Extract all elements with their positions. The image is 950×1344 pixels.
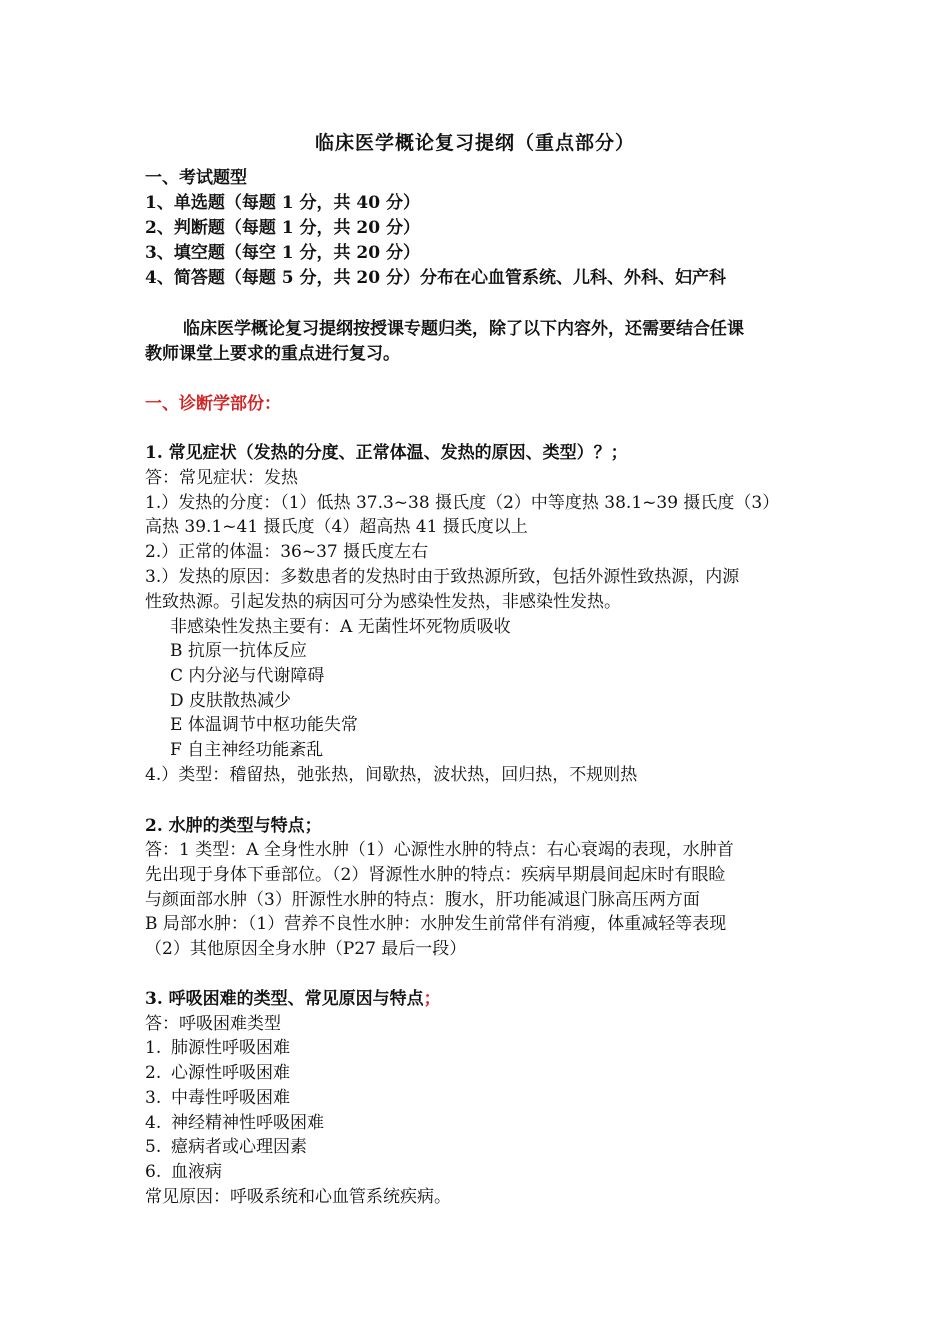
question-3-title — [145, 988, 441, 1010]
list-item — [145, 1062, 290, 1084]
fever-types-line: 4.）类型：稽留热，弛张热，间歇热，波状热，回归热，不规则热 — [145, 765, 638, 785]
answer-line: 3.）发热的原因：多数患者的发热时由于致热源所致，包括外源性致热源，内源 — [145, 567, 740, 587]
exam-heading: 一、考试题型 — [145, 168, 247, 188]
list-text: 血液病 — [171, 1162, 222, 1182]
noninfect-line: B 抗原一抗体反应 — [170, 641, 307, 661]
list-number: 1. — [145, 1038, 162, 1058]
list-number: 3. — [145, 1088, 162, 1108]
section-heading-diagnostics: 一、诊断学部份： — [145, 394, 281, 414]
noninfect-line: C 内分泌与代谢障碍 — [170, 666, 325, 686]
answer-line: （2）其他原因全身水肿（P27 最后一段） — [145, 939, 467, 959]
exam-item: 1、单选题（每题 1 分，共 40 分） — [145, 193, 420, 213]
list-text: 癔病者或心理因素 — [171, 1137, 307, 1157]
answer-line: 1.）发热的分度：（1）低热 37.3~38 摄氏度（2）中等度热 38.1~39 摄氏度（3） — [145, 493, 780, 513]
question-2-title: 2. 水肿的类型与特点； — [145, 816, 322, 836]
exam-item: 3、填空题（每空 1 分，共 20 分） — [145, 243, 420, 263]
document-title: 临床医学概论复习提纲（重点部分） — [314, 132, 635, 154]
intro-line: 教师课堂上要求的重点进行复习。 — [145, 344, 400, 364]
list-number: 2. — [145, 1063, 162, 1083]
list-item — [145, 1136, 307, 1158]
list-number: 5. — [145, 1137, 162, 1157]
answer-line: 性致热源。引起发热的病因可分为感染性发热，非感染性发热。 — [145, 592, 621, 612]
noninfect-line: 非感染性发热主要有：A 无菌性坏死物质吸收 — [170, 617, 511, 637]
list-number: 6. — [145, 1162, 162, 1182]
noninfect-line: D 皮肤散热减少 — [170, 691, 292, 711]
list-text: 肺源性呼吸困难 — [171, 1038, 290, 1058]
intro-line: 临床医学概论复习提纲按授课专题归类，除了以下内容外，还需要结合任课 — [183, 319, 744, 339]
question-3-title-text: 3. 呼吸困难的类型、常见原因与特点 — [145, 989, 424, 1009]
answer-line: 答：常见症状：发热 — [145, 468, 298, 488]
answer-line: 答：呼吸困难类型 — [145, 1014, 281, 1034]
list-number: 4. — [145, 1113, 162, 1133]
answer-line: 答：1 类型：A 全身性水肿（1）心源性水肿的特点：右心衰竭的表现，水肿首 — [145, 840, 734, 860]
answer-line: 高热 39.1~41 摄氏度（4）超高热 41 摄氏度以上 — [145, 517, 528, 537]
list-item — [145, 1161, 222, 1183]
list-item — [145, 1087, 290, 1109]
noninfect-line: F 自主神经功能紊乱 — [170, 740, 324, 760]
list-text: 中毒性呼吸困难 — [171, 1088, 290, 1108]
answer-line: B 局部水肿：（1）营养不良性水肿：水肿发生前常伴有消瘦，体重减轻等表现 — [145, 914, 727, 934]
list-text: 心源性呼吸困难 — [171, 1063, 290, 1083]
question-1-title: 1. 常见症状（发热的分度、正常体温、发热的原因、类型）？； — [145, 443, 628, 463]
causes-line: 常见原因：呼吸系统和心血管系统疾病。 — [145, 1187, 451, 1207]
noninfect-line: E 体温调节中枢功能失常 — [170, 715, 358, 735]
answer-line: 2.）正常的体温：36~37 摄氏度左右 — [145, 542, 429, 562]
exam-item: 4、简答题（每题 5 分，共 20 分）分布在心血管系统、儿科、外科、妇产科 — [145, 268, 726, 288]
exam-item: 2、判断题（每题 1 分，共 20 分） — [145, 218, 420, 238]
list-text: 神经精神性呼吸困难 — [171, 1113, 324, 1133]
question-3-title-punct: ； — [423, 989, 441, 1009]
list-item — [145, 1037, 290, 1059]
list-item — [145, 1112, 324, 1134]
answer-line: 与颜面部水肿（3）肝源性水肿的特点：腹水，肝功能减退门脉高压两方面 — [145, 890, 700, 910]
answer-line: 先出现于身体下垂部位。（2）肾源性水肿的特点：疾病早期晨间起床时有眼睑 — [145, 865, 726, 885]
